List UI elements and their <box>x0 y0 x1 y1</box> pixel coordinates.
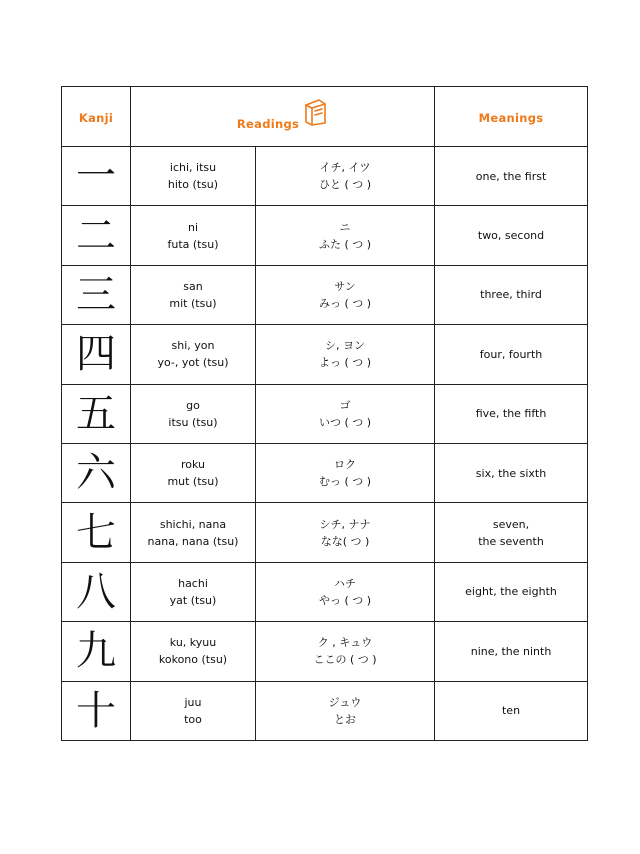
romaji-reading-on: ku, kyuu <box>169 636 217 650</box>
katakana-reading: ハチ <box>334 576 356 590</box>
table-row <box>62 562 588 621</box>
romaji-cell <box>131 384 256 443</box>
table-row <box>62 384 588 443</box>
romaji-cell <box>131 503 256 562</box>
readings-header: Readings <box>236 117 300 131</box>
kanji-character: 五 <box>76 390 116 437</box>
katakana-reading: ジュウ <box>328 695 362 709</box>
katakana-reading: シチ, ナナ <box>319 517 371 531</box>
romaji-cell <box>131 443 256 502</box>
romaji-reading-on: shichi, nana <box>159 517 227 531</box>
romaji-reading-kun: mit (tsu) <box>169 296 217 310</box>
hiragana-reading: ここの ( つ ) <box>313 653 377 667</box>
romaji-reading-on: roku <box>180 458 205 472</box>
kana-cell <box>256 562 435 621</box>
meaning-cell <box>435 681 588 740</box>
katakana-reading: ゴ <box>339 398 351 412</box>
romaji-cell <box>131 325 256 384</box>
table-row <box>62 443 588 502</box>
kanji-cell <box>62 443 131 502</box>
meaning-text: two, second <box>477 229 545 243</box>
meaning-cell <box>435 443 588 502</box>
meaning-text: six, the sixth <box>475 466 547 480</box>
kanji-cell <box>62 147 131 206</box>
kana-cell <box>256 622 435 681</box>
kanji-character: 四 <box>76 331 116 378</box>
table-row <box>62 325 588 384</box>
romaji-reading-on: go <box>186 398 200 412</box>
meaning-text: seven, <box>492 517 530 531</box>
table-row <box>62 622 588 681</box>
kanji-cell <box>62 265 131 324</box>
kanji-character: 三 <box>76 271 116 318</box>
kanji-character: 八 <box>76 568 116 615</box>
kanji-character: 二 <box>76 212 116 259</box>
kana-cell <box>256 384 435 443</box>
hiragana-reading: ひと ( つ ) <box>318 178 372 192</box>
romaji-reading-kun: yo-, yot (tsu) <box>157 356 229 370</box>
meaning-text: eight, the eighth <box>465 585 557 599</box>
romaji-reading-kun: itsu (tsu) <box>168 415 218 429</box>
romaji-cell <box>131 562 256 621</box>
hiragana-reading: ふた ( つ ) <box>318 237 372 251</box>
kanji-table <box>61 86 588 741</box>
romaji-cell <box>131 681 256 740</box>
romaji-cell <box>131 622 256 681</box>
katakana-reading: サン <box>334 279 356 293</box>
hiragana-reading: とお <box>334 712 356 726</box>
kanji-cell <box>62 384 131 443</box>
hiragana-reading: むっ ( つ ) <box>318 475 372 489</box>
kanji-character: 一 <box>76 153 116 200</box>
kana-cell <box>256 147 435 206</box>
kana-cell <box>256 325 435 384</box>
meanings-header: Meanings <box>478 111 544 125</box>
kanji-character: 十 <box>76 687 116 734</box>
kanji-cell <box>62 325 131 384</box>
katakana-reading: シ, ヨン <box>325 339 365 353</box>
romaji-reading-on: san <box>183 279 203 293</box>
table-row <box>62 206 588 265</box>
kana-cell <box>256 443 435 502</box>
meaning-cell <box>435 622 588 681</box>
kanji-character: 七 <box>76 509 116 556</box>
hiragana-reading: いつ ( つ ) <box>318 415 372 429</box>
kana-cell <box>256 503 435 562</box>
katakana-reading: イチ, イツ <box>319 161 371 175</box>
hiragana-reading: やっ ( つ ) <box>318 593 372 607</box>
hiragana-reading: よっ ( つ ) <box>318 356 372 370</box>
meaning-cell <box>435 503 588 562</box>
meaning-cell <box>435 562 588 621</box>
romaji-reading-kun: hito (tsu) <box>167 178 219 192</box>
table-row <box>62 681 588 740</box>
kana-cell <box>256 681 435 740</box>
kanji-cell <box>62 681 131 740</box>
meaning-cell <box>435 206 588 265</box>
romaji-reading-kun: nana, nana (tsu) <box>147 534 239 548</box>
romaji-reading-kun: futa (tsu) <box>167 237 219 251</box>
kanji-cell <box>62 503 131 562</box>
romaji-reading-on: ni <box>187 220 199 234</box>
meaning-cell <box>435 265 588 324</box>
table-header-row <box>62 87 588 147</box>
kanji-header-cell <box>62 87 131 147</box>
meanings-header-cell <box>435 87 588 147</box>
kana-cell <box>256 265 435 324</box>
meaning-text: nine, the ninth <box>470 644 552 658</box>
kanji-character: 九 <box>76 628 116 675</box>
kanji-cell <box>62 562 131 621</box>
table-row <box>62 503 588 562</box>
romaji-cell <box>131 147 256 206</box>
meaning-cell <box>435 384 588 443</box>
kanji-cell <box>62 622 131 681</box>
romaji-reading-kun: kokono (tsu) <box>158 653 228 667</box>
meaning-text: three, third <box>480 288 542 302</box>
hiragana-reading: みっ ( つ ) <box>318 296 372 310</box>
romaji-reading-on: shi, yon <box>171 339 215 353</box>
meaning-text: ten <box>501 704 521 718</box>
katakana-reading: ク , キュウ <box>317 636 373 650</box>
hiragana-reading: なな( つ ) <box>320 534 370 548</box>
katakana-reading: ロク <box>334 458 356 472</box>
meaning-text-2: the seventh <box>478 534 544 548</box>
romaji-reading-on: hachi <box>178 576 208 590</box>
kana-cell <box>256 206 435 265</box>
meaning-text: one, the first <box>475 169 547 183</box>
romaji-cell <box>131 265 256 324</box>
romaji-reading-kun: mut (tsu) <box>167 475 219 489</box>
book-icon <box>302 97 328 127</box>
readings-header-cell <box>131 87 435 147</box>
meaning-cell <box>435 147 588 206</box>
table-row <box>62 265 588 324</box>
meaning-text: five, the fifth <box>475 407 547 421</box>
romaji-reading-on: ichi, itsu <box>169 161 217 175</box>
meaning-text: four, fourth <box>479 347 543 361</box>
romaji-reading-on: juu <box>184 695 202 709</box>
romaji-reading-kun: too <box>184 712 202 726</box>
katakana-reading: ニ <box>339 220 351 234</box>
table-row <box>62 147 588 206</box>
meaning-cell <box>435 325 588 384</box>
kanji-header: Kanji <box>78 111 114 125</box>
romaji-cell <box>131 206 256 265</box>
romaji-reading-kun: yat (tsu) <box>169 593 217 607</box>
kanji-cell <box>62 206 131 265</box>
kanji-character: 六 <box>76 450 116 497</box>
